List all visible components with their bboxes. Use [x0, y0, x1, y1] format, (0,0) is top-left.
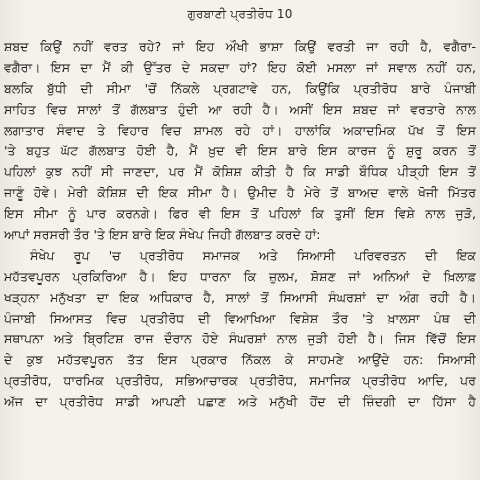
text-line: ਦੇ ਕੁਝ ਮਹੱਤਵਪੂਰਨ ਤੱਤ ਇਸ ਪ੍ਰਕਾਰ ਨਿੱਕਲ ਕੇ ਸਾਹਮਣੇ ਆਉਂਦੇ ਹਨ: ਸਿਆਸੀ	[4, 352, 476, 368]
text-line: ਆਪਾਂ ਸਰਸਰੀ ਤੌਰ 'ਤੇ ਇਸ ਬਾਰੇ ਇਕ ਸੰਖੇਪ ਜਿਹੀ ਗੱਲਬਾਤ ਕਰਦੇ ਹਾਂ:	[4, 227, 321, 243]
text-line: ਵਗੈਰਾ। ਇਸ ਦਾ ਮੈਂ ਕੀ ਉੱਤਰ ਦੇ ਸਕਦਾ ਹਾਂ? ਇਹ ਕੋਈ ਮਸਲਾ ਜਾਂ ਸਵਾਲ ਨਹੀਂ ਹਨ,	[4, 59, 476, 75]
text-line: ਮਹੱਤਵਪੂਰਨ ਪ੍ਰਕਿਰਿਆ ਹੈ। ਇਹ ਧਾਰਨਾ ਕਿ ਜ਼ੁਲਮ, ਸ਼ੋਸ਼ਣ ਜਾਂ ਅਨਿਆਂ ਦੇ ਖ਼ਿਲਾਫ਼	[4, 268, 476, 284]
text-line: ਪੰਜਾਬੀ ਸਿਆਸਤ ਵਿਚ ਪ੍ਰਤੀਰੋਧ ਦੀ ਵਿਆਖਿਆ ਵਿਸ਼ੇਸ਼ ਤੌਰ 'ਤੇ ਖ਼ਾਲਸਾ ਪੰਥ ਦੀ	[4, 310, 476, 326]
body-text	[4, 37, 476, 413]
text-line: ਸਥਾਪਨਾ ਅਤੇ ਬ੍ਰਿਟਿਸ਼ ਰਾਜ ਦੌਰਾਨ ਹੋਏ ਸੰਘਰਸ਼ਾਂ ਨਾਲ ਜੁੜੀ ਹੋਈ ਹੈ। ਜਿਸ ਵਿੱਚੋਂ ਇਸ	[4, 331, 476, 347]
text-line: ਜਾਣੂੰ ਹੋਵੇ। ਮੇਰੀ ਕੋਸ਼ਿਸ਼ ਦੀ ਇਕ ਸੀਮਾ ਹੈ। ਉਮੀਦ ਹੈ ਮੇਰੇ ਤੋਂ ਬਾਅਦ ਵਾਲੇ ਖੋਜੀ ਮਿੱਤਰ	[4, 185, 476, 201]
text-line: ਇਸ ਸੀਮਾ ਨੂੰ ਪਾਰ ਕਰਨਗੇ। ਫਿਰ ਵੀ ਇਸ ਤੋਂ ਪਹਿਲਾਂ ਕਿ ਤੁਸੀਂ ਇਸ ਵਿਸ਼ੇ ਨਾਲ ਜੁੜੋ,	[4, 206, 476, 222]
text-line: ਸੰਖੇਪ ਰੂਪ 'ਚ ਪ੍ਰਤੀਰੋਧ ਸਮਾਜਕ ਅਤੇ ਸਿਆਸੀ ਪਰਿਵਰਤਨ ਦੀ ਇਕ	[30, 247, 476, 263]
text-line: ਪਹਿਲਾਂ ਕੁਝ ਨਹੀਂ ਸੀ ਜਾਣਦਾ, ਪਰ ਮੈਂ ਕੋਸ਼ਿਸ਼ ਕੀਤੀ ਹੈ ਕਿ ਸਾਡੀ ਬੌਧਿਕ ਪੀੜ੍ਹੀ ਇਸ ਤੋਂ	[4, 164, 476, 180]
text-line: ਲਗਾਤਾਰ ਸੰਵਾਦ ਤੇ ਵਿਹਾਰ ਵਿਚ ਸ਼ਾਮਲ ਰਹੇ ਹਾਂ। ਹਾਲਾਂਕਿ ਅਕਾਦਮਿਕ ਪੱਖ ਤੋਂ ਇਸ	[4, 122, 476, 138]
text-line: ਖੜ੍ਹਨਾ ਮਨੁੱਖਤਾ ਦਾ ਇਕ ਅਧਿਕਾਰ ਹੈ, ਸਾਲਾਂ ਤੋਂ ਸਿਆਸੀ ਸੰਘਰਸ਼ਾਂ ਦਾ ਅੰਗ ਰਹੀ ਹੈ।	[4, 289, 476, 305]
text-line: ਅੱਜ ਦਾ ਪ੍ਰਤੀਰੋਧ ਸਾਡੀ ਆਪਣੀ ਪਛਾਣ ਅਤੇ ਮਨੁੱਖੀ ਹੋਂਦ ਦੀ ਜ਼ਿੰਦਗੀ ਦਾ ਹਿੱਸਾ ਹੈ	[4, 394, 476, 410]
running-header: ਗੁਰਬਾਣੀ ਪ੍ਰਤੀਰੋਧ 10	[187, 7, 293, 21]
text-line: ਬਲਕਿ ਬੁੱਧੀ ਦੀ ਸੀਮਾ 'ਚੋਂ ਨਿੱਕਲੇ ਪ੍ਰਗਟਾਵੇ ਹਨ, ਕਿਉਂਕਿ ਪ੍ਰਤੀਰੋਧ ਬਾਰੇ ਪੰਜਾਬੀ	[4, 80, 476, 96]
text-line: ਪ੍ਰਤੀਰੋਧ, ਧਾਰਮਿਕ ਪ੍ਰਤੀਰੋਧ, ਸਭਿਆਚਾਰਕ ਪ੍ਰਤੀਰੋਧ, ਸਮਾਜਿਕ ਪ੍ਰਤੀਰੋਧ ਆਦਿ, ਪਰ	[4, 373, 476, 389]
text-line: 'ਤੇ ਬਹੁਤ ਘੱਟ ਗੱਲਬਾਤ ਹੋਈ ਹੈ, ਮੈਂ ਖ਼ੁਦ ਵੀ ਇਸ ਬਾਰੇ ਇਸ ਕਾਰਜ ਨੂੰ ਸ਼ੁਰੂ ਕਰਨ ਤੋਂ	[4, 143, 476, 159]
text-line: ਸ਼ਬਦ ਕਿਉਂ ਨਹੀਂ ਵਰਤ ਰਹੇ? ਜਾਂ ਇਹ ਔਖੀ ਭਾਸ਼ਾ ਕਿਉਂ ਵਰਤੀ ਜਾ ਰਹੀ ਹੈ, ਵਗੈਰਾ-	[4, 39, 476, 54]
text-line: ਸਾਹਿਤ ਵਿਚ ਸਾਲਾਂ ਤੋਂ ਗੱਲਬਾਤ ਹੁੰਦੀ ਆ ਰਹੀ ਹੈ। ਅਸੀਂ ਇਸ ਸ਼ਬਦ ਜਾਂ ਵਰਤਾਰੇ ਨਾਲ	[4, 101, 476, 117]
